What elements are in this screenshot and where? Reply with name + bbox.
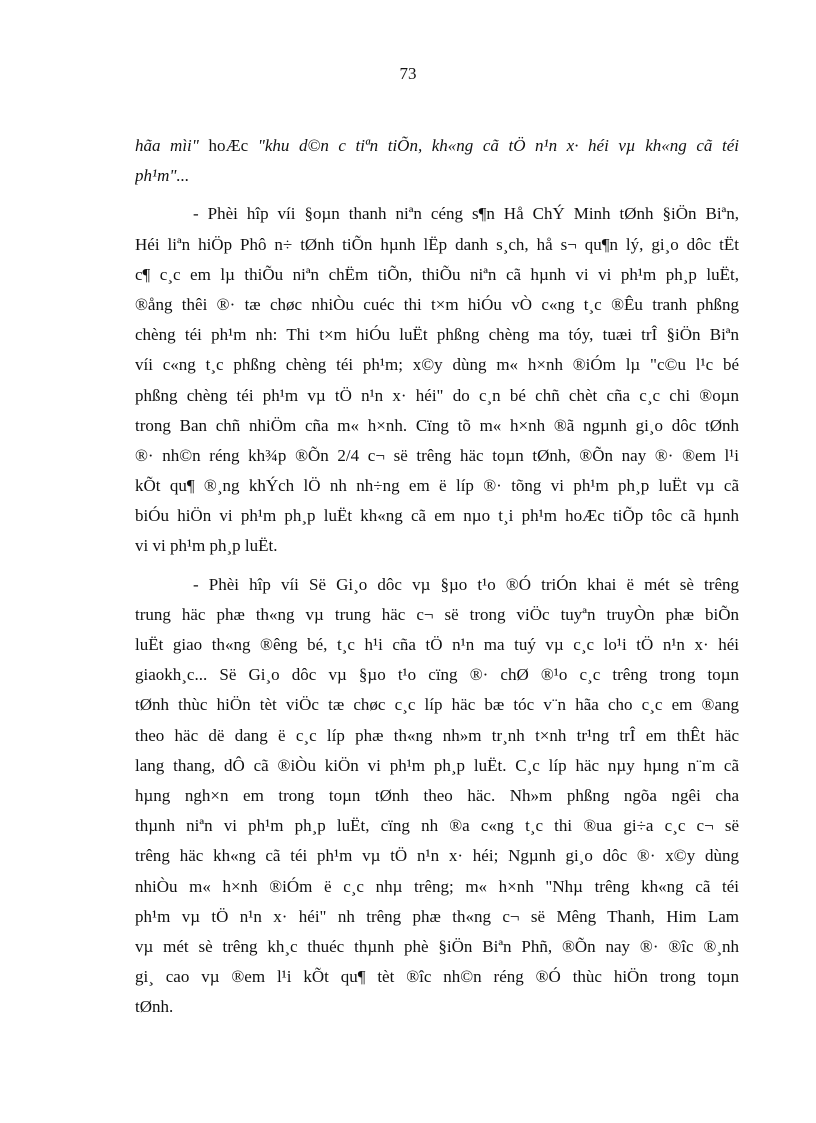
text-segment: ®ång thêi ®· tæ chøc nhiÒu cuéc thi t×m hiÓu vÒ c«ng t¸c ®Êu tranh phßng [135,294,739,314]
text-line [135,872,739,902]
text-segment: hoÆc [198,136,258,155]
text-segment: chèng téi ph¹m nh: Thi t×m hiÓu luËt phßng chèng ma tóy, tuæi trÎ §iÖn Biªn [135,325,739,345]
text-line [135,320,739,350]
text-segment: c¶ c¸c em lµ thiÕu niªn chËm tiÕn, thiÕu niªn cã hµnh vi vi ph¹m ph¸p luËt, [135,264,739,284]
text-line [135,721,739,751]
text-segment: biÓu hiÖn vi ph¹m ph¸p luËt kh«ng cã em nµo t¸i ph¹m hoÆc tiÕp tôc cã hµnh [135,506,739,526]
text-line [135,260,739,290]
text-line [135,531,739,561]
text-line [135,841,739,871]
text-segment: kÕt qu¶ ®¸ng khÝch lÖ nh nh÷ng em ë líp ®· tõng vi ph¹m ph¸p luËt vµ cã [135,476,739,496]
paragraph [135,131,739,191]
text-segment: víi c«ng t¸c phßng chèng téi ph¹m; x©y dùng m« h×nh ®iÓm lµ "c©u l¹c bé [135,355,739,375]
text-segment: tØnh thùc hiÖn tèt viÖc tæ chøc c¸c líp häc bæ tóc v¨n hãa cho c¸c em ®ang [135,695,739,715]
page-number: 73 [399,64,417,83]
text-segment: luËt giao th«ng ®êng bé, t¸c h¹i cña tÖ n¹n ma tuý vµ c¸c lo¹i tÖ n¹n x· héi [135,635,739,654]
text-segment: "khu d©n c tiªn tiÕn, kh«ng cã tÖ n¹n x· héi vµ kh«ng cã téi [257,136,739,155]
text-line [135,902,739,932]
text-segment: tØnh. [135,997,174,1017]
body-text [135,131,739,1022]
text-segment: ®· nh©n réng kh¾p ®Õn 2/4 c¬ së trêng häc toµn tØnh, ®Õn nay ®· ®em l¹i [135,445,739,465]
text-line [135,781,739,811]
text-segment: giaokh¸c... Së Gi¸o dôc vµ §µo t¹o cïng ®· chØ ®¹o c¸c trêng trong toµn [135,665,739,685]
text-segment: nhiÒu m« h×nh ®iÓm ë c¸c nhµ trêng; m« h×nh "Nhµ trêng kh«ng cã téi [135,876,739,896]
text-line [135,501,739,531]
text-line [135,570,739,600]
text-segment: lang thang, dÔ cã ®iÒu kiÖn vi ph¹m ph¸p luËt. C¸c líp häc nµy hµng n¨m cã [135,755,739,775]
text-segment: ph¹m"... [135,166,190,186]
text-segment: trêng häc kh«ng cã téi ph¹m vµ tÖ n¹n x· héi; Ngµnh gi¸o dôc ®· x©y dùng [135,846,739,866]
text-line [135,471,739,501]
text-line [135,199,739,229]
text-line [135,290,739,320]
text-line [135,751,739,781]
text-segment: - Phèi hîp víi Së Gi¸o dôc vµ §µo t¹o ®Ó triÓn khai ë mét sè trêng [193,574,739,594]
text-line [135,131,739,161]
text-line [135,161,739,191]
text-line [135,690,739,720]
text-segment: trung häc phæ th«ng vµ trung häc c¬ së trong viÖc tuyªn truyÒn phæ biÕn [135,604,739,624]
text-segment: vi vi ph¹m ph¸p luËt. [135,536,278,556]
text-line [135,962,739,992]
text-segment: theo häc dë dang ë c¸c líp phæ th«ng nh»m tr¸nh t×nh tr¹ng trÎ em thÊt häc [135,725,739,745]
paragraph-gap [135,191,739,199]
text-line [135,630,739,660]
text-line [135,350,739,380]
text-line [135,992,739,1022]
text-segment: ph¹m vµ tÖ n¹n x· héi" nh trêng phæ th«ng c¬ së Mêng Thanh, Him Lam [135,906,739,926]
text-line [135,811,739,841]
text-line [135,230,739,260]
text-segment: hµng ngh×n em trong toµn tØnh theo häc. Nh»m phßng ngõa ngêi cha [135,785,739,805]
text-segment: gi¸ cao vµ ®em l¹i kÕt qu¶ tèt ®îc nh©n réng ®Ó thùc hiÖn trong toµn [135,967,739,987]
text-segment: - Phèi hîp víi §oµn thanh niªn céng s¶n Hå ChÝ Minh tØnh §iÖn Biªn, [193,204,739,224]
text-line [135,600,739,630]
text-segment: hãa mìi" [135,136,199,155]
text-segment: trong Ban chñ nhiÖm cña m« h×nh. Cïng tõ m« h×nh ®ã ngµnh gi¸o dôc tØnh [135,415,739,435]
text-line [135,932,739,962]
text-line [135,381,739,411]
text-line [135,660,739,690]
text-segment: vµ mét sè trêng kh¸c thuéc thµnh phè §iÖn Biªn Phñ, ®Õn nay ®· ®îc ®¸nh [135,936,739,956]
text-segment: Héi liªn hiÖp Phô n÷ tØnh tiÕn hµnh lËp danh s¸ch, hå s¬ qu¶n lý, gi¸o dôc tËt [135,234,739,254]
text-line [135,441,739,471]
text-line [135,411,739,441]
paragraph [135,570,739,1023]
paragraph [135,199,739,561]
text-segment: thµnh niªn vi ph¹m ph¸p luËt, cïng nh ®a c«ng t¸c thi ®ua gi÷a c¸c c¬ së [135,816,739,836]
text-segment: phßng chèng téi ph¹m vµ tÖ n¹n x· héi" do c¸n bé chñ chèt cña c¸c chi ®oµn [135,385,739,405]
paragraph-gap [135,562,739,570]
